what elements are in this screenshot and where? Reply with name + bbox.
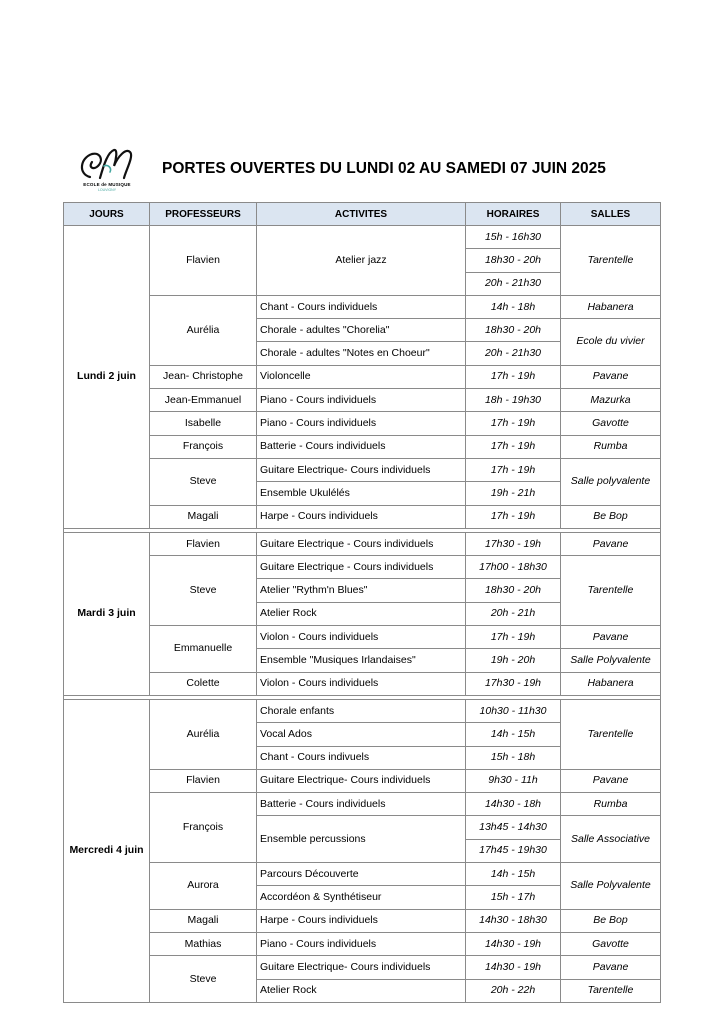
- activity-cell: Violoncelle: [257, 365, 466, 388]
- activity-cell: Harpe - Cours individuels: [257, 505, 466, 528]
- teacher-cell: Flavien: [150, 769, 257, 792]
- activity-cell: Atelier Rock: [257, 602, 466, 625]
- logo-text: ECOLE de MUSIQUE: [83, 182, 131, 187]
- room-cell: Salle Polyvalente: [561, 649, 661, 672]
- activity-cell: Vocal Ados: [257, 723, 466, 746]
- activity-cell: Guitare Electrique- Cours individuels: [257, 458, 466, 481]
- hours-cell: 17h45 - 19h30: [466, 839, 561, 862]
- hours-cell: 18h30 - 20h: [466, 319, 561, 342]
- activity-cell: Chorale enfants: [257, 699, 466, 722]
- activity-cell: Piano - Cours individuels: [257, 412, 466, 435]
- activity-cell: Piano - Cours individuels: [257, 932, 466, 955]
- teacher-cell: François: [150, 793, 257, 863]
- room-cell: Mazurka: [561, 389, 661, 412]
- table-row: [64, 435, 661, 458]
- hours-cell: 17h - 19h: [466, 365, 561, 388]
- day-cell: Lundi 2 juin: [64, 226, 150, 529]
- hours-cell: 18h - 19h30: [466, 389, 561, 412]
- page-title: PORTES OUVERTES DU LUNDI 02 AU SAMEDI 07 JUIN 2025: [162, 160, 606, 177]
- hours-cell: 17h30 - 19h: [466, 532, 561, 555]
- hours-cell: 14h - 15h: [466, 863, 561, 886]
- activity-cell: Ensemble percussions: [257, 816, 466, 863]
- hours-cell: 20h - 22h: [466, 979, 561, 1002]
- room-cell: Ecole du vivier: [561, 319, 661, 366]
- hours-cell: 17h - 19h: [466, 412, 561, 435]
- room-cell: Habanera: [561, 295, 661, 318]
- teacher-cell: Aurora: [150, 863, 257, 910]
- hours-cell: 14h30 - 18h30: [466, 909, 561, 932]
- table-row: [64, 672, 661, 695]
- activity-cell: Accordéon & Synthétiseur: [257, 886, 466, 909]
- activity-cell: Batterie - Cours individuels: [257, 435, 466, 458]
- table-row: [64, 412, 661, 435]
- hours-cell: 15h - 18h: [466, 746, 561, 769]
- hours-cell: 14h30 - 18h: [466, 793, 561, 816]
- hours-cell: 17h - 19h: [466, 626, 561, 649]
- day-cell: Mardi 3 juin: [64, 532, 150, 695]
- room-cell: Pavane: [561, 626, 661, 649]
- room-cell: Tarentelle: [561, 226, 661, 296]
- table-row: [64, 699, 661, 722]
- activity-cell: Atelier jazz: [257, 226, 466, 296]
- table-row: [64, 532, 661, 555]
- activity-cell: Guitare Electrique - Cours individuels: [257, 556, 466, 579]
- teacher-cell: Magali: [150, 505, 257, 528]
- activity-cell: Piano - Cours individuels: [257, 389, 466, 412]
- hours-cell: 15h - 16h30: [466, 226, 561, 249]
- room-cell: Tarentelle: [561, 556, 661, 626]
- table-row: [64, 295, 661, 318]
- hours-cell: 14h30 - 19h: [466, 932, 561, 955]
- activity-cell: Violon - Cours individuels: [257, 626, 466, 649]
- table-row: [64, 626, 661, 649]
- activity-cell: Guitare Electrique- Cours individuels: [257, 769, 466, 792]
- room-cell: Habanera: [561, 672, 661, 695]
- table-row: [64, 956, 661, 979]
- hours-cell: 14h - 15h: [466, 723, 561, 746]
- table-row: [64, 505, 661, 528]
- hours-cell: 17h - 19h: [466, 505, 561, 528]
- room-cell: Be Bop: [561, 505, 661, 528]
- teacher-cell: Flavien: [150, 226, 257, 296]
- room-cell: Rumba: [561, 435, 661, 458]
- activity-cell: Batterie - Cours individuels: [257, 793, 466, 816]
- hours-cell: 19h - 20h: [466, 649, 561, 672]
- hours-cell: 19h - 21h: [466, 482, 561, 505]
- teacher-cell: Jean-Emmanuel: [150, 389, 257, 412]
- teacher-cell: Jean- Christophe: [150, 365, 257, 388]
- activity-cell: Guitare Electrique- Cours individuels: [257, 956, 466, 979]
- header-row: [64, 203, 661, 226]
- hours-cell: 20h - 21h: [466, 602, 561, 625]
- hours-cell: 14h30 - 19h: [466, 956, 561, 979]
- room-cell: Salle polyvalente: [561, 458, 661, 505]
- activity-cell: Chant - Cours indivuels: [257, 746, 466, 769]
- hours-cell: 13h45 - 14h30: [466, 816, 561, 839]
- header-activites: ACTIVITES: [257, 203, 466, 226]
- teacher-cell: Steve: [150, 458, 257, 505]
- hours-cell: 14h - 18h: [466, 295, 561, 318]
- hours-cell: 10h30 - 11h30: [466, 699, 561, 722]
- room-cell: Pavane: [561, 532, 661, 555]
- teacher-cell: Aurélia: [150, 699, 257, 769]
- teacher-cell: Steve: [150, 556, 257, 626]
- table-row: [64, 769, 661, 792]
- teacher-cell: Flavien: [150, 532, 257, 555]
- teacher-cell: Aurélia: [150, 295, 257, 365]
- hours-cell: 17h - 19h: [466, 435, 561, 458]
- hours-cell: 18h30 - 20h: [466, 249, 561, 272]
- room-cell: Be Bop: [561, 909, 661, 932]
- activity-cell: Harpe - Cours individuels: [257, 909, 466, 932]
- table-row: [64, 458, 661, 481]
- school-logo: [74, 144, 140, 194]
- hours-cell: 18h30 - 20h: [466, 579, 561, 602]
- header-jours: JOURS: [64, 203, 150, 226]
- hours-cell: 20h - 21h30: [466, 272, 561, 295]
- hours-cell: 17h - 19h: [466, 458, 561, 481]
- logo-subtext: LOUVIGNY: [97, 188, 117, 192]
- table-row: [64, 389, 661, 412]
- teacher-cell: Colette: [150, 672, 257, 695]
- table-row: [64, 909, 661, 932]
- room-cell: Gavotte: [561, 932, 661, 955]
- activity-cell: Atelier Rock: [257, 979, 466, 1002]
- header-professeurs: PROFESSEURS: [150, 203, 257, 226]
- table-row: [64, 226, 661, 249]
- teacher-cell: Steve: [150, 956, 257, 1003]
- logo-mark-icon: [74, 144, 140, 182]
- room-cell: Gavotte: [561, 412, 661, 435]
- teacher-cell: Emmanuelle: [150, 626, 257, 673]
- day-cell: Mercredi 4 juin: [64, 699, 150, 1002]
- teacher-cell: Magali: [150, 909, 257, 932]
- table-row: [64, 793, 661, 816]
- table-row: [64, 863, 661, 886]
- hours-cell: 9h30 - 11h: [466, 769, 561, 792]
- table-row: [64, 556, 661, 579]
- activity-cell: Chant - Cours individuels: [257, 295, 466, 318]
- table-row: [64, 932, 661, 955]
- activity-cell: Chorale - adultes "Notes en Choeur": [257, 342, 466, 365]
- room-cell: Pavane: [561, 365, 661, 388]
- teacher-cell: Mathias: [150, 932, 257, 955]
- hours-cell: 20h - 21h30: [466, 342, 561, 365]
- activity-cell: Parcours Découverte: [257, 863, 466, 886]
- room-cell: Pavane: [561, 769, 661, 792]
- hours-cell: 17h00 - 18h30: [466, 556, 561, 579]
- room-cell: Rumba: [561, 793, 661, 816]
- activity-cell: Ensemble "Musiques Irlandaises": [257, 649, 466, 672]
- schedule-table: [63, 202, 661, 1003]
- room-cell: Tarentelle: [561, 979, 661, 1002]
- hours-cell: 17h30 - 19h: [466, 672, 561, 695]
- teacher-cell: François: [150, 435, 257, 458]
- activity-cell: Ensemble Ukulélés: [257, 482, 466, 505]
- activity-cell: Atelier "Rythm'n Blues": [257, 579, 466, 602]
- activity-cell: Violon - Cours individuels: [257, 672, 466, 695]
- hours-cell: 15h - 17h: [466, 886, 561, 909]
- room-cell: Salle Associative: [561, 816, 661, 863]
- activity-cell: Guitare Electrique - Cours individuels: [257, 532, 466, 555]
- room-cell: Salle Polyvalente: [561, 863, 661, 910]
- room-cell: Tarentelle: [561, 699, 661, 769]
- room-cell: Pavane: [561, 956, 661, 979]
- header-horaires: HORAIRES: [466, 203, 561, 226]
- header-salles: SALLES: [561, 203, 661, 226]
- teacher-cell: Isabelle: [150, 412, 257, 435]
- table-row: [64, 365, 661, 388]
- activity-cell: Chorale - adultes "Chorelia": [257, 319, 466, 342]
